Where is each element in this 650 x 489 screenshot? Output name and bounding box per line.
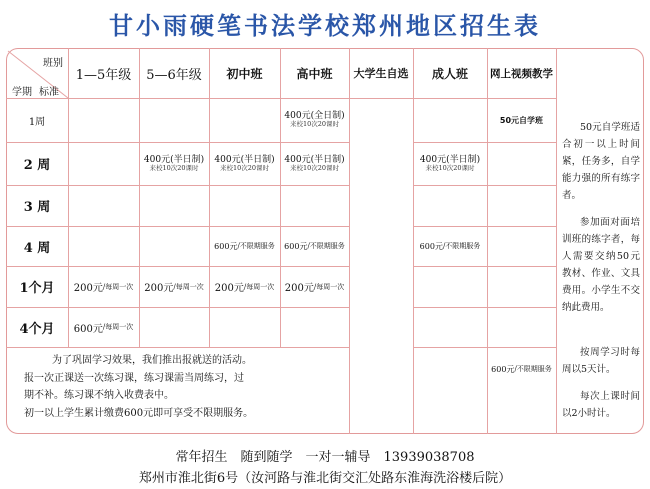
side-note: 每次上课时间以2小时计。	[562, 391, 640, 419]
price-cell-r2-56	[139, 142, 209, 185]
price-text: 600元	[73, 323, 103, 335]
price-text: 400元(半日制)	[284, 154, 345, 165]
price-text: 200元	[284, 283, 314, 294]
col-grade-5-6: 5—6年级	[146, 67, 202, 83]
price-cell-m1-56	[139, 266, 209, 307]
row-4-month: 4个月	[19, 321, 55, 337]
price-detail: 来校10次20课时	[425, 163, 475, 172]
col-gaozhong: 高中班	[296, 66, 333, 81]
row-4-week: 4 周	[23, 240, 51, 256]
price-cell-r4-gaozhong	[280, 226, 349, 266]
price-cell-m4-15	[68, 307, 139, 347]
price-unit: /每周一次	[173, 282, 204, 291]
price-cell-m1-15	[68, 266, 139, 307]
side-note: 50元自学班适合初一以上时间紧，任务多，自学能力强的所有练字者。	[562, 122, 640, 201]
price-text: 400元(半日制)	[214, 154, 275, 165]
note-line: 初一以上学生累计缴费600元即可享受不限期服务。	[24, 407, 254, 419]
row-3-week: 3 周	[23, 200, 51, 215]
price-text: 400元(半日制)	[143, 154, 205, 165]
price-unit: /不限期服务	[514, 365, 552, 373]
price-cell-r2-gaozhong	[280, 142, 349, 185]
footer-contact: 常年招生 随到随学 一对一辅导 13939038708	[175, 450, 475, 465]
price-unit: /不限期服务	[307, 242, 345, 250]
price-cell-r4-chengren	[413, 226, 487, 266]
side-note: 按周学习时每周以5天计。	[562, 347, 640, 375]
col-chengren: 成人班	[431, 66, 468, 81]
price-cell-m1-gaozhong	[280, 266, 349, 307]
price-text: 200元	[214, 283, 244, 294]
price-text: 600元	[284, 241, 308, 251]
note-line: 报一次正课送一次练习课，练习课需当周练习，过	[24, 372, 244, 384]
col-chuzhong: 初中班	[226, 66, 263, 81]
price-cell-bottom-online	[487, 347, 556, 391]
price-text: 600元	[214, 241, 238, 251]
price-cell-r2-chuzhong	[209, 142, 280, 185]
price-text: 200元	[73, 283, 103, 294]
row-1-month: 1个月	[19, 281, 55, 296]
price-cell-r4-chuzhong	[209, 226, 280, 266]
price-detail: 来校10次20课时	[289, 120, 340, 129]
corner-banbie: 班别	[43, 57, 63, 69]
price-text: 600元	[491, 364, 515, 374]
price-text: 200元	[144, 283, 174, 294]
price-unit: /每周一次	[102, 323, 134, 331]
side-notes	[562, 119, 640, 432]
promo-notes	[10, 352, 350, 422]
side-note: 参加面对面培训班的练字者，每人需要交纳50元教材、作业、文具费用。小学生不交纳此费用。	[562, 217, 640, 313]
price-unit: /每周一次	[313, 282, 345, 291]
note-line: 为了巩固学习效果，我们推出报就送的活动。	[52, 355, 252, 366]
row-1-week: 1周	[28, 116, 46, 128]
price-detail: 来校10次20课时	[219, 163, 270, 172]
price-unit: /不限期服务	[237, 242, 275, 250]
page-title: 甘小雨硬笔书法学校郑州地区招生表	[109, 11, 541, 40]
price-cell-r1-online: 50元自学班	[499, 115, 544, 125]
price-detail: 来校10次20课时	[289, 163, 340, 172]
note-line: 期不补。练习课不纳入收费表中。	[24, 390, 174, 401]
price-unit: /每周一次	[102, 282, 134, 291]
corner-xueqi: 学期	[12, 86, 32, 98]
price-detail: 来校10次20课时	[149, 163, 199, 172]
row-2-week: 2 周	[23, 158, 51, 173]
price-unit: /不限期服务	[442, 242, 481, 250]
corner-biaozhun: 标准	[39, 86, 59, 98]
price-cell-r2-chengren	[413, 142, 487, 185]
price-cell-r1-gaozhong	[280, 98, 349, 142]
col-grade-1-5: 1—5年级	[75, 67, 132, 83]
price-text: 600元	[419, 241, 443, 251]
price-unit: /每周一次	[243, 282, 275, 291]
col-daxuesheng: 大学生自选	[353, 67, 409, 80]
footer-address: 郑州市淮北街6号（汝河路与淮北街交汇处路东淮海洗浴楼后院）	[138, 471, 512, 486]
price-cell-m1-chuzhong	[209, 266, 280, 307]
col-online: 网上视频教学	[490, 67, 553, 80]
price-text: 400元(全日制)	[284, 111, 345, 122]
price-text: 400元(半日制)	[419, 154, 481, 165]
